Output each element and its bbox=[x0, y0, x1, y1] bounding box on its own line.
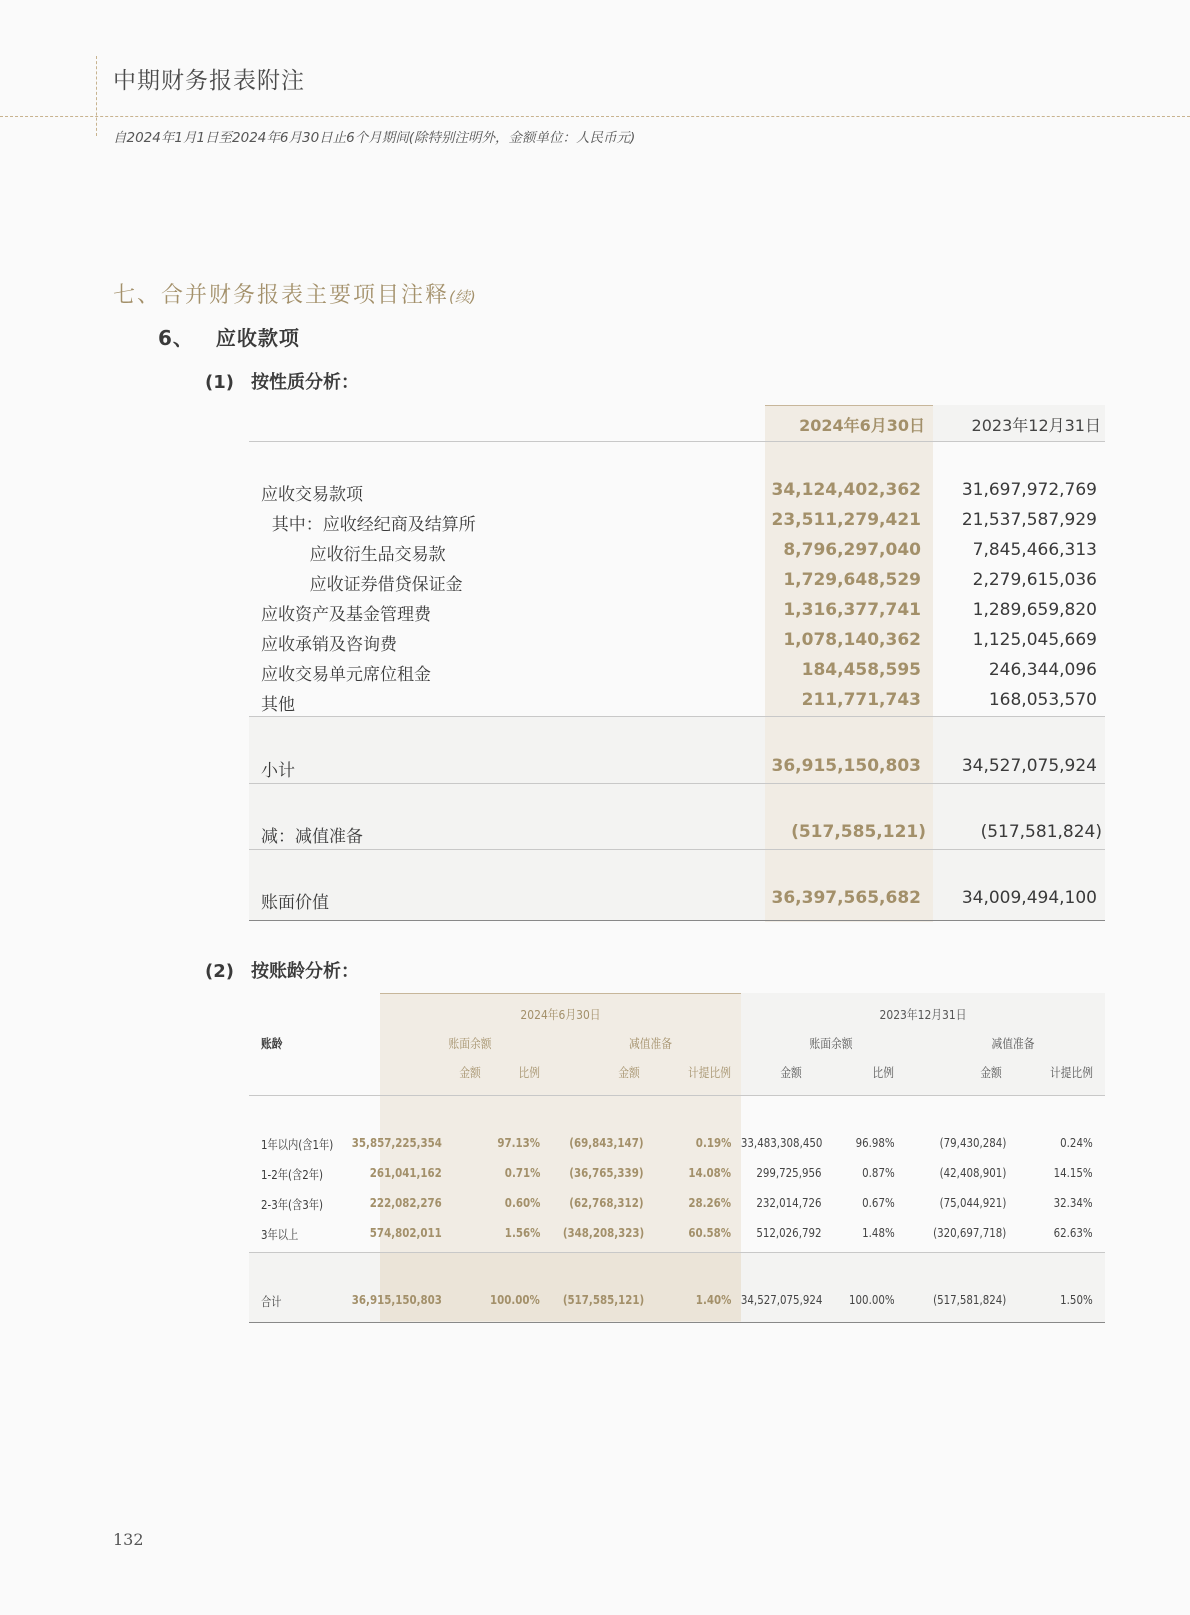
age-header: 账龄 bbox=[261, 1036, 283, 1051]
nature-analysis-table bbox=[249, 405, 1105, 921]
age-label: 2-3年(含3年) bbox=[261, 1197, 324, 1212]
section-title-text: 七、合并财务报表主要项目注释 bbox=[113, 283, 450, 308]
row-rule bbox=[249, 783, 1105, 784]
table-bottom-rule bbox=[249, 920, 1105, 921]
table-row bbox=[249, 1225, 1105, 1247]
cur-provision: (36,765,339) bbox=[569, 1165, 644, 1180]
col-prov-ratio-current: 计提比例 bbox=[687, 1065, 731, 1080]
row-prior: 2,279,615,036 bbox=[972, 570, 1097, 590]
row-prior: 31,697,972,769 bbox=[961, 480, 1097, 500]
col-prov-ratio-prior: 计提比例 bbox=[1049, 1065, 1093, 1080]
group-balance-current: 账面余额 bbox=[448, 1036, 492, 1051]
prior-amount: 33,483,308,450 bbox=[740, 1135, 822, 1150]
less-prior: (517,581,824) bbox=[980, 822, 1102, 842]
age-label: 3年以上 bbox=[261, 1227, 299, 1242]
col-ratio-prior: 比例 bbox=[872, 1065, 894, 1080]
prior-amount: 512,026,792 bbox=[756, 1225, 822, 1240]
row-current: 1,729,648,529 bbox=[783, 570, 921, 590]
row-prior: 246,344,096 bbox=[988, 660, 1097, 680]
col-prov-amount-prior: 金额 bbox=[980, 1065, 1002, 1080]
part1-number: (1) bbox=[205, 372, 234, 393]
cur-prov-ratio: 14.08% bbox=[688, 1165, 731, 1180]
subsection-number: 6、 bbox=[158, 326, 194, 350]
less-row bbox=[249, 822, 1105, 852]
row-prior: 1,125,045,669 bbox=[972, 630, 1097, 650]
group-balance-prior: 账面余额 bbox=[809, 1036, 853, 1051]
row-current: 34,124,402,362 bbox=[771, 480, 921, 500]
table-row bbox=[249, 540, 1105, 570]
cur-ratio: 0.71% bbox=[504, 1165, 540, 1180]
age-label: 1年以内(含1年) bbox=[261, 1137, 334, 1152]
section-continued: (续) bbox=[449, 288, 476, 306]
col-header-current: 2024年6月30日 bbox=[799, 416, 925, 435]
cur-amount: 261,041,162 bbox=[370, 1165, 442, 1180]
part1-title-text: 按性质分析： bbox=[251, 372, 359, 393]
prior-provision: (79,430,284) bbox=[939, 1135, 1006, 1150]
total-label: 合计 bbox=[261, 1294, 282, 1309]
header-vertical-rule bbox=[96, 56, 97, 136]
row-label: 应收交易单元席位租金 bbox=[261, 665, 431, 685]
row-label: 应收交易款项 bbox=[261, 485, 363, 505]
group-provision-prior: 减值准备 bbox=[991, 1036, 1035, 1051]
cur-amount: 35,857,225,354 bbox=[351, 1135, 442, 1150]
cur-ratio: 97.13% bbox=[497, 1135, 540, 1150]
period-prior-header: 2023年12月31日 bbox=[879, 1007, 967, 1022]
subtotal-current: 36,915,150,803 bbox=[771, 756, 921, 776]
page-header-subtitle: 自2024年1月1日至2024年6月30日止6个月期间(除特别注明外，金额单位：人民币元) bbox=[113, 130, 636, 146]
total-cur-amount: 36,915,150,803 bbox=[351, 1292, 442, 1307]
cur-provision: (62,768,312) bbox=[569, 1195, 644, 1210]
col-amount-current: 金额 bbox=[459, 1065, 481, 1080]
row-current: 1,078,140,362 bbox=[783, 630, 921, 650]
prior-ratio: 0.87% bbox=[862, 1165, 895, 1180]
row-current: 1,316,377,741 bbox=[783, 600, 921, 620]
col-header-prior: 2023年12月31日 bbox=[971, 416, 1101, 435]
prior-provision: (42,408,901) bbox=[939, 1165, 1006, 1180]
cur-prov-ratio: 0.19% bbox=[695, 1135, 731, 1150]
header-rule bbox=[249, 1095, 1105, 1096]
table-row bbox=[249, 570, 1105, 600]
row-prior: 168,053,570 bbox=[988, 690, 1097, 710]
prior-ratio: 96.98% bbox=[855, 1135, 895, 1150]
prior-amount: 232,014,726 bbox=[756, 1195, 822, 1210]
prior-ratio: 0.67% bbox=[862, 1195, 895, 1210]
row-label: 其他 bbox=[261, 695, 295, 715]
row-current: 23,511,279,421 bbox=[771, 510, 921, 530]
subsection-title bbox=[158, 322, 300, 351]
row-label: 应收承销及咨询费 bbox=[261, 635, 397, 655]
row-prior: 7,845,466,313 bbox=[972, 540, 1097, 560]
row-rule bbox=[249, 716, 1105, 717]
total-cur-prov-ratio: 1.40% bbox=[695, 1292, 731, 1307]
total-prior-amount: 34,527,075,924 bbox=[740, 1292, 822, 1307]
table-row bbox=[249, 1195, 1105, 1217]
cur-provision: (348,208,323) bbox=[562, 1225, 644, 1240]
group-provision-current: 减值准备 bbox=[628, 1036, 672, 1051]
row-label: 应收衍生品交易款 bbox=[261, 545, 446, 565]
book-label: 账面价值 bbox=[261, 893, 329, 913]
row-label: 应收证券借贷保证金 bbox=[261, 575, 463, 595]
prior-ratio: 1.48% bbox=[862, 1225, 895, 1240]
total-prior-provision: (517,581,824) bbox=[932, 1292, 1006, 1307]
cur-amount: 222,082,276 bbox=[370, 1195, 442, 1210]
prior-amount: 299,725,956 bbox=[756, 1165, 822, 1180]
less-label: 减：减值准备 bbox=[261, 827, 363, 847]
book-prior: 34,009,494,100 bbox=[961, 888, 1097, 908]
table-row bbox=[249, 1135, 1105, 1157]
row-label: 应收资产及基金管理费 bbox=[261, 605, 431, 625]
row-label: 其中：应收经纪商及结算所 bbox=[261, 515, 476, 535]
prior-prov-ratio: 62.63% bbox=[1053, 1225, 1093, 1240]
row-rule bbox=[249, 849, 1105, 850]
col-prov-amount-current: 金额 bbox=[618, 1065, 640, 1080]
row-rule bbox=[249, 1252, 1105, 1253]
total-row bbox=[249, 1292, 1105, 1314]
section-title bbox=[113, 278, 476, 309]
col-amount-prior: 金额 bbox=[780, 1065, 802, 1080]
book-value-row bbox=[249, 888, 1105, 918]
row-prior: 1,289,659,820 bbox=[972, 600, 1097, 620]
cur-prov-ratio: 60.58% bbox=[688, 1225, 731, 1240]
total-prior-ratio: 100.00% bbox=[849, 1292, 895, 1307]
book-current: 36,397,565,682 bbox=[771, 888, 921, 908]
table-row bbox=[249, 510, 1105, 540]
table-bottom-rule bbox=[249, 1322, 1105, 1323]
subtotal-prior: 34,527,075,924 bbox=[961, 756, 1097, 776]
age-label: 1-2年(含2年) bbox=[261, 1167, 324, 1182]
header-horizontal-rule bbox=[0, 116, 1190, 117]
header-rule bbox=[249, 441, 1105, 442]
part1-title bbox=[205, 368, 359, 394]
total-cur-ratio: 100.00% bbox=[490, 1292, 540, 1307]
page-header-title: 中期财务报表附注 bbox=[113, 68, 305, 94]
table-row bbox=[249, 660, 1105, 690]
prior-prov-ratio: 14.15% bbox=[1053, 1165, 1093, 1180]
cur-amount: 574,802,011 bbox=[370, 1225, 442, 1240]
part2-title-text: 按账龄分析： bbox=[251, 961, 359, 982]
table-row bbox=[249, 480, 1105, 510]
table-row bbox=[249, 630, 1105, 660]
table-row bbox=[249, 1165, 1105, 1187]
total-prior-prov-ratio: 1.50% bbox=[1060, 1292, 1093, 1307]
row-prior: 21,537,587,929 bbox=[961, 510, 1097, 530]
cur-ratio: 0.60% bbox=[504, 1195, 540, 1210]
table-row bbox=[249, 600, 1105, 630]
total-cur-provision: (517,585,121) bbox=[562, 1292, 644, 1307]
less-current: (517,585,121) bbox=[791, 822, 926, 842]
part2-number: (2) bbox=[205, 961, 234, 982]
subtotal-row bbox=[249, 756, 1105, 786]
row-current: 184,458,595 bbox=[801, 660, 921, 680]
subsection-title-text: 应收款项 bbox=[215, 326, 300, 350]
prior-provision: (75,044,921) bbox=[939, 1195, 1006, 1210]
prior-prov-ratio: 32.34% bbox=[1053, 1195, 1093, 1210]
aging-analysis-table bbox=[249, 993, 1105, 1323]
row-current: 211,771,743 bbox=[801, 690, 921, 710]
cur-provision: (69,843,147) bbox=[569, 1135, 644, 1150]
subtotal-label: 小计 bbox=[261, 761, 295, 781]
col-ratio-current: 比例 bbox=[518, 1065, 540, 1080]
row-current: 8,796,297,040 bbox=[783, 540, 921, 560]
period-current-header: 2024年6月30日 bbox=[520, 1007, 601, 1022]
prior-provision: (320,697,718) bbox=[932, 1225, 1006, 1240]
cur-ratio: 1.56% bbox=[504, 1225, 540, 1240]
part2-title bbox=[205, 957, 359, 983]
page-number: 132 bbox=[113, 1530, 144, 1549]
cur-prov-ratio: 28.26% bbox=[688, 1195, 731, 1210]
prior-prov-ratio: 0.24% bbox=[1060, 1135, 1093, 1150]
